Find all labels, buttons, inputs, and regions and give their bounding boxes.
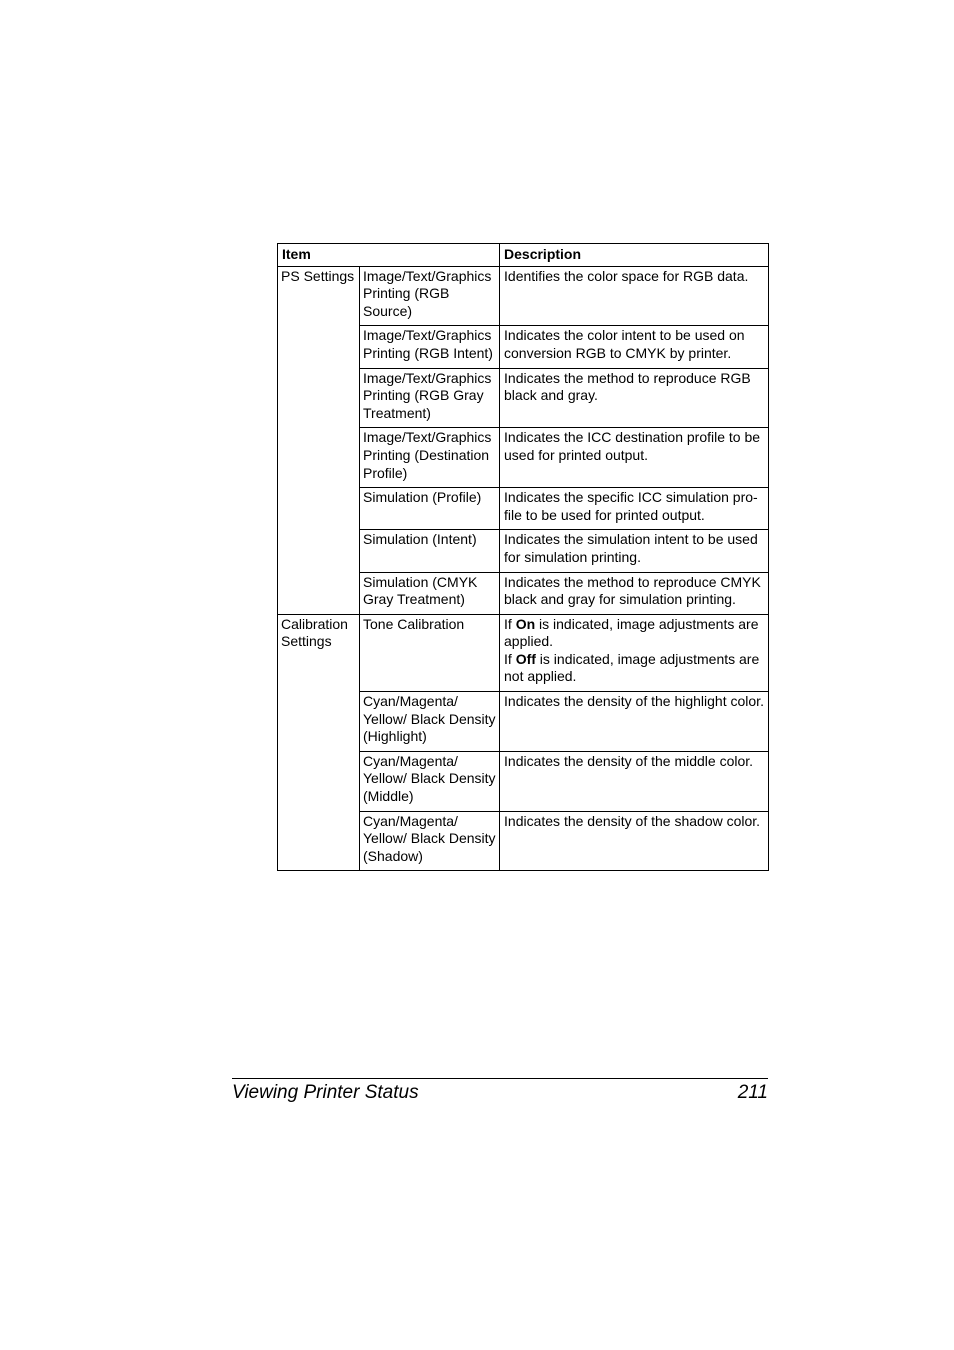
footer-divider xyxy=(232,1078,768,1079)
settings-table xyxy=(277,243,769,871)
group-label: PS Settings xyxy=(278,266,360,614)
item-cell: Simulation (Intent) xyxy=(360,530,500,572)
description-paragraph xyxy=(504,370,768,405)
description-paragraph xyxy=(504,489,768,524)
description-cell xyxy=(500,692,769,752)
description-paragraph xyxy=(504,651,768,686)
page-number: 211 xyxy=(737,1082,768,1103)
description-cell xyxy=(500,368,769,428)
item-cell: Simulation (CMYK Gray Treatment) xyxy=(360,572,500,614)
description-cell xyxy=(500,572,769,614)
description-cell xyxy=(500,811,769,871)
item-cell: Image/Text/Graphics Printing (RGB Source) xyxy=(360,266,500,326)
item-cell: Cyan/Magenta/ Yellow/ Black Density (Shadow) xyxy=(360,811,500,871)
item-cell: Cyan/Magenta/ Yellow/ Black Density (Highlight) xyxy=(360,692,500,752)
description-paragraph xyxy=(504,693,768,711)
item-cell: Image/Text/Graphics Printing (RGB Intent) xyxy=(360,326,500,368)
description-text: Indicates the simulation intent to be used for simulation printing. xyxy=(504,531,758,565)
column-header-item: Item xyxy=(278,244,500,267)
description-paragraph xyxy=(504,327,768,362)
description-text: If xyxy=(504,650,516,667)
description-paragraph xyxy=(504,531,768,566)
description-cell xyxy=(500,428,769,488)
description-text: Indicates the density of the highlight color. xyxy=(504,693,764,710)
table-row xyxy=(278,266,769,326)
description-cell xyxy=(500,488,769,530)
description-text: Indicates the ICC destination profile to be used for printed output. xyxy=(504,429,761,463)
description-paragraph xyxy=(504,574,768,609)
description-cell xyxy=(500,751,769,811)
description-text: is indicated, image adjustments are not applied. xyxy=(504,650,760,685)
table-header-row xyxy=(278,244,769,267)
description-cell xyxy=(500,614,769,691)
item-cell: Tone Calibration xyxy=(360,614,500,691)
description-text: is indicated, image adjustments are applied. xyxy=(504,615,759,650)
description-text: Indicates the specific ICC simulation pro-file to be used for printed output. xyxy=(504,489,758,523)
description-paragraph xyxy=(504,429,768,464)
item-cell: Cyan/Magenta/ Yellow/ Black Density (Middle) xyxy=(360,751,500,811)
description-paragraph xyxy=(504,753,768,771)
description-text: Indicates the method to reproduce RGB black and gray. xyxy=(504,369,751,404)
item-cell: Image/Text/Graphics Printing (RGB Gray Treatment) xyxy=(360,368,500,428)
description-paragraph xyxy=(504,268,768,286)
column-header-description: Description xyxy=(500,244,769,267)
description-text: Indicates the method to reproduce CMYK black and gray for simulation printing. xyxy=(504,573,761,608)
item-cell: Simulation (Profile) xyxy=(360,488,500,530)
description-text: Indicates the color intent to be used on conversion RGB to CMYK by printer. xyxy=(504,327,745,361)
description-cell xyxy=(500,530,769,572)
description-emphasis: Off xyxy=(515,650,536,667)
description-text: Identifies the color space for RGB data. xyxy=(504,267,749,284)
description-paragraph xyxy=(504,616,768,651)
description-cell xyxy=(500,266,769,326)
table-body xyxy=(278,266,769,871)
description-paragraph xyxy=(504,813,768,831)
description-text: If xyxy=(504,615,516,632)
table-row xyxy=(278,614,769,691)
description-text: Indicates the density of the middle color. xyxy=(504,752,754,769)
description-text: Indicates the density of the shadow color. xyxy=(504,812,761,829)
description-cell xyxy=(500,326,769,368)
group-label: Calibration Settings xyxy=(278,614,360,871)
footer-title: Viewing Printer Status xyxy=(232,1082,419,1103)
item-cell: Image/Text/Graphics Printing (Destination Profile) xyxy=(360,428,500,488)
description-emphasis: On xyxy=(515,615,536,632)
